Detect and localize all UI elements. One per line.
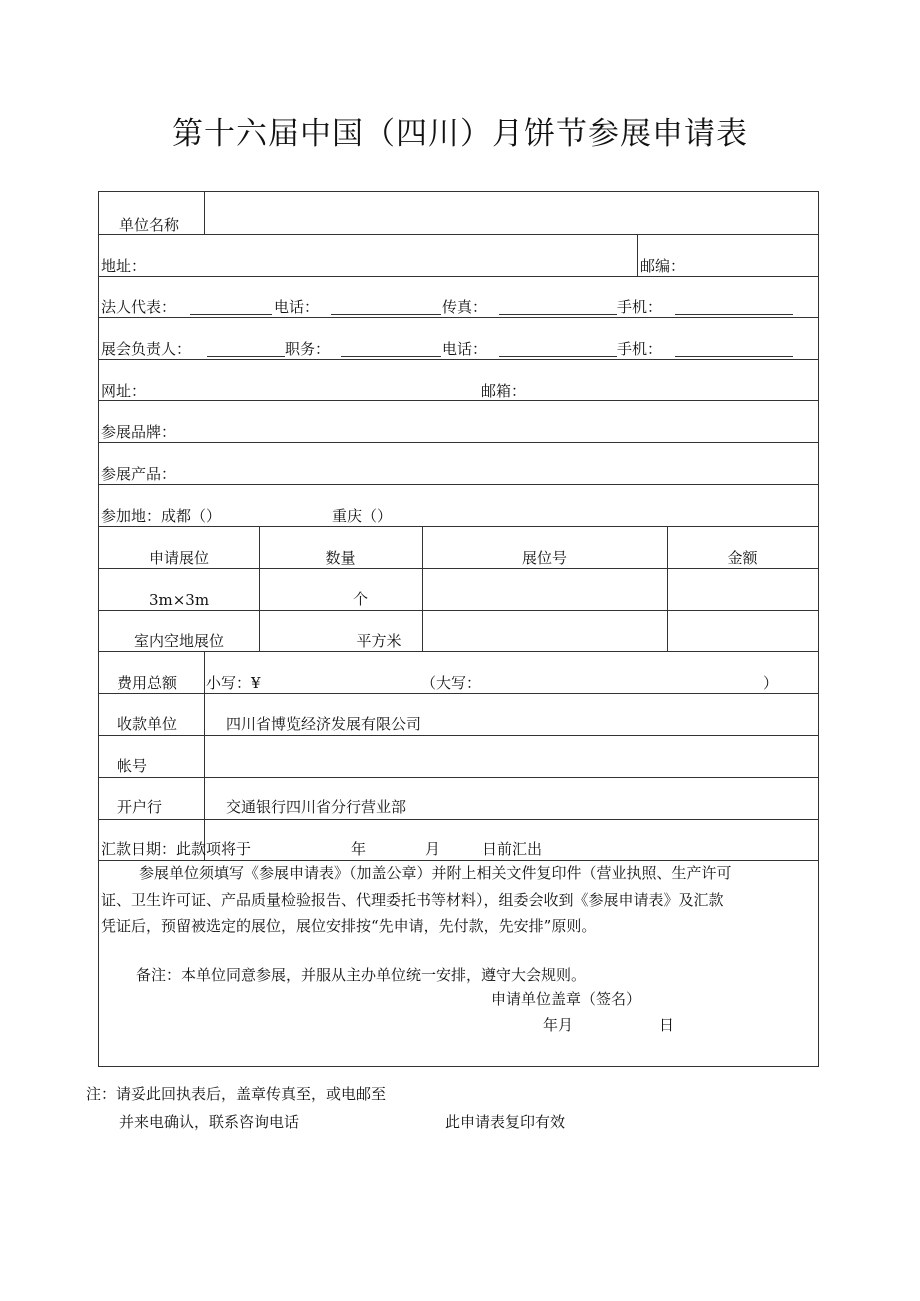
postcode-field[interactable]	[689, 235, 817, 275]
phone-field[interactable]	[331, 299, 441, 315]
remit-year: 年	[351, 840, 367, 858]
booth-unit-standard: 个	[352, 590, 368, 608]
fee-upper-close: ）	[763, 674, 779, 692]
address-label: 地址：	[101, 257, 147, 275]
position-field[interactable]	[341, 341, 441, 357]
brand-label: 参展品牌：	[101, 423, 177, 441]
phone2-label: 电话：	[442, 340, 488, 358]
product-field[interactable]	[181, 443, 817, 483]
row-divider	[99, 317, 818, 318]
website-field[interactable]	[149, 360, 469, 399]
payee-label: 收款单位	[117, 715, 178, 733]
seal-label: 申请单位盖章（签名）	[491, 990, 642, 1008]
manager-label: 展会负责人：	[101, 340, 192, 358]
row-divider	[99, 651, 818, 652]
product-label: 参展产品：	[101, 465, 177, 483]
legal-rep-label: 法人代表：	[101, 298, 177, 316]
booth-amount-standard-field[interactable]	[668, 569, 817, 609]
instruction-line-2: 证、卫生许可证、产品质量检验报告、代理委托书等材料），组委会收到《参展申请表》及汇款	[101, 891, 724, 909]
website-label: 网址：	[101, 382, 147, 400]
booth-header-amount: 金额	[727, 549, 758, 567]
position-label: 职务：	[285, 340, 331, 358]
booth-type-standard: 3m×3m	[148, 591, 210, 609]
row-divider	[99, 777, 818, 778]
brand-field[interactable]	[181, 401, 817, 441]
postcode-label: 邮编：	[640, 257, 686, 275]
venue-chongqing-option[interactable]: 重庆（）	[332, 507, 393, 525]
account-field[interactable]	[205, 736, 817, 776]
venue-chengdu-option[interactable]: 参加地：成都（）	[101, 507, 222, 525]
date-day: 日	[659, 1016, 675, 1034]
date-year-month: 年月	[543, 1016, 574, 1034]
row-divider	[99, 276, 818, 277]
row-divider	[99, 819, 818, 820]
unit-name-field[interactable]	[205, 193, 817, 233]
fax-label: 传真：	[442, 298, 488, 316]
row-divider	[99, 484, 818, 485]
row-divider	[99, 860, 818, 861]
mobile2-field[interactable]	[675, 341, 793, 357]
manager-field[interactable]	[207, 341, 285, 357]
phone-label: 电话：	[274, 298, 320, 316]
booth-header-type: 申请展位	[148, 549, 209, 567]
email-label: 邮箱：	[481, 382, 527, 400]
booth-header-number: 展位号	[521, 549, 567, 567]
remit-label: 汇款日期：此款项将于	[101, 840, 252, 858]
phone2-field[interactable]	[499, 341, 617, 357]
application-form	[98, 191, 819, 1067]
unit-name-label: 单位名称	[119, 216, 180, 234]
email-field[interactable]	[531, 360, 817, 399]
booth-type-space: 室内空地展位	[133, 632, 224, 650]
address-field[interactable]	[149, 235, 636, 275]
fee-upper-label[interactable]: （大写：	[421, 674, 482, 692]
booth-number-space-field[interactable]	[423, 611, 666, 650]
bank-label: 开户行	[117, 798, 163, 816]
fax-field[interactable]	[499, 299, 617, 315]
mobile2-label: 手机：	[617, 340, 663, 358]
row-divider	[99, 693, 818, 694]
bank-value: 交通银行四川省分行营业部	[226, 798, 407, 816]
booth-header-quantity: 数量	[325, 549, 356, 567]
fee-lower-label[interactable]: 小写：¥	[206, 674, 261, 692]
booth-unit-space: 平方米	[356, 632, 402, 650]
col-divider	[637, 234, 638, 276]
fee-total-label: 费用总额	[117, 674, 178, 692]
payee-value: 四川省博览经济发展有限公司	[226, 715, 422, 733]
account-label: 帐号	[117, 757, 148, 775]
instruction-line-1: 参展单位须填写《参展申请表》（加盖公章）并附上相关文件复印件（营业执照、生产许可	[139, 864, 732, 882]
remit-day: 日前汇出	[482, 840, 543, 858]
booth-amount-space-field[interactable]	[668, 611, 817, 650]
footer-note-2: 并来电确认，联系咨询电话	[119, 1113, 300, 1131]
instruction-line-3: 凭证后，预留被选定的展位，展位安排按“先申请，先付款，先安排”原则。	[101, 917, 597, 935]
remark-text: 备注：本单位同意参展，并服从主办单位统一安排，遵守大会规则。	[136, 966, 587, 984]
footer-note-3: 此申请表复印有效	[445, 1113, 566, 1131]
page-title: 第十六届中国（四川）月饼节参展申请表	[172, 116, 748, 152]
footer-note-1: 注：请妥此回执表后，盖章传真至，或电邮至	[86, 1085, 387, 1103]
mobile-label: 手机：	[617, 298, 663, 316]
booth-number-standard-field[interactable]	[423, 569, 666, 609]
legal-rep-field[interactable]	[190, 299, 272, 315]
mobile-field[interactable]	[675, 299, 793, 315]
remit-month: 月	[425, 840, 441, 858]
row-divider	[99, 526, 818, 527]
